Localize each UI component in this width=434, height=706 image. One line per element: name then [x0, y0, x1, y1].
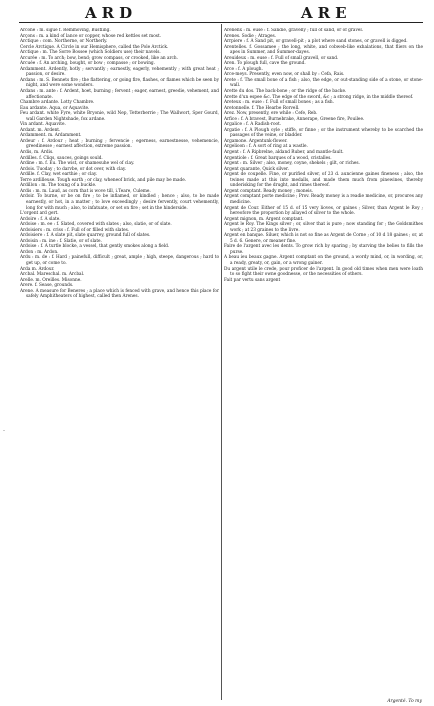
- dictionary-entry: Argent mignon, m. Argent comptant.: [224, 216, 304, 222]
- running-header: [10, 2, 424, 24]
- dictionary-entry: Areteux : m. euse : f. Full of small bones ; as a fish.: [224, 100, 334, 106]
- dictionary-entry: Arentelles. f. Gossamee ; the long, white, and cobweb-like exhalations, that fliers on the apes in Summer, and Summer-dayes.: [224, 44, 423, 56]
- dictionary-entry: Ardille. f. Clay, wet earthie ; or clay.: [20, 172, 98, 178]
- dictionary-entry: Ardans : m. ante : f. Ardent, hoet, burning ; fervent ; eager, earnest, greedie, vehement, and affectionate.: [20, 89, 219, 100]
- dictionary-entry: Ardine : m. f. Eu. The wist, or shamesuhe wel of clay.: [20, 161, 135, 167]
- dictionary-entry: Faire de l'argent avec les dents. To grow rich by sparing ; by starving the belies to fills the purse.: [224, 244, 423, 255]
- dictionary-entry: Ardoise : f. A turtle blocke, a vessel, that gently smokes along a field.: [20, 244, 170, 250]
- dictionary-entry: Terre ardilleuse. Tough earth ; or clay, wheneof brick, and pile may be made.: [20, 177, 187, 183]
- dictionary-entry: Ardamment. m. Ardamment.: [20, 133, 82, 139]
- dictionary-entry: Arfice : f. A bravest, Burnebrake, Annerape, Greene fire, Pouilee.: [224, 116, 365, 122]
- dictionary-entry: Arcurée : m. To arch; bow, bend; grow compass, or crooked, like an arch.: [20, 55, 179, 61]
- dictionary-entry: Ardoisiere : f. A slate pit, slate quarrey, ground full of slates.: [20, 233, 151, 239]
- dictionary-entry: Aretonnelle. f. The Hearbe Rorvell.: [224, 105, 300, 111]
- dictionary-entry: Ardis, m. Ardis.: [20, 150, 54, 156]
- header-rule: [19, 22, 423, 23]
- left-column: [20, 28, 219, 700]
- dictionary-entry: Ardilles. f. Cliqs, sauces, goings sould.: [20, 155, 103, 161]
- dictionary-entry: Arctique : com. Northerne, or Northerly.: [20, 39, 108, 45]
- column-divider: [221, 24, 222, 700]
- dictionary-entry: Feu ardant. white Fyre, white Bryonie, wild Nep, Tetterberrie ; The Wallwort, Sper Gourd, wall Garden Nightshade, fox ardane.: [20, 111, 219, 122]
- dictionary-entry: Arçons : m. a kind of lance or copper, whose red kettles set most.: [20, 33, 162, 39]
- dictionary-entry: Arete : f. The small bone of a fish ; also, the edge, or out-standing side of a stone, or stone-wall.: [224, 77, 423, 89]
- dictionary-entry: Arenes. Sodie ; Atrages.: [224, 33, 276, 39]
- header-guide-word-right: ARE: [301, 4, 352, 22]
- dictionary-entry: Ardis : m. m. Laud, as corn that is wove till, i.Teare, Culeme.: [20, 188, 151, 194]
- dictionary-entry: Argent de Cour. Either of 15 d. of 15 very lioves, or gaines ; Silver, than Argent le Roy ; hereofore the proportion by allayed of silver to the whole.: [224, 205, 423, 217]
- dictionary-entry: Areuideux : m. euse : f. Full of small gravell, or sand.: [224, 55, 339, 61]
- dictionary-entry: Argelioon : f. A sort of ring at a wastle.: [224, 144, 308, 150]
- dictionary-entry: Argent quarante, Quick silver.: [224, 166, 289, 172]
- dictionary-entry: L'orgent ard gert.: [20, 211, 59, 217]
- dictionary-entry: Arcbal. Mareschal. m. Arcbal.: [20, 272, 85, 278]
- dictionary-entry: Ardoisiers : m. criss : f. Full of or filled with slates.: [20, 227, 130, 233]
- dictionary-entry: Arenenx : m. euse : f. Sandie, gravelly ; full of sand, or of gravel.: [224, 28, 364, 33]
- dictionary-entry: Ardamment. Ardently, hotly ; servantly ; earnestly, eagerly, vehemently ; with great heat ; passion, or desire.: [20, 66, 219, 78]
- dictionary-entry: Argalice : f. A Radish-root.: [224, 122, 282, 128]
- dictionary-entry: Argamone. Argentunk-flower.: [224, 138, 288, 144]
- dictionary-entry: Arcuée : f. An arching, bought, or bow ; compasse ; or bowing.: [20, 61, 156, 67]
- dictionary-entry: Fait par vertu sans argent: [224, 277, 281, 283]
- dictionary-entry: Arce : f. A plough.: [224, 66, 263, 72]
- dictionary-entry: Arere. f. Sease, grounds.: [20, 283, 74, 289]
- dictionary-entry: Ardans : m. S. Bennets fire ; the flattering, or going fire, flashes, or flames which be seen by night, and were some wonders.: [20, 77, 219, 89]
- dictionary-entry: Vin ardant. Aquavite.: [20, 122, 66, 128]
- dictionary-entry: Argent en banque. Siluer, which is not so fine as Argent de Corne ; of 10 d 18 gaines ; or, at 5 d. 6. Genere, or meaner fine.: [224, 233, 423, 244]
- dictionary-entry: Ardois. Tuoday ; to darvbe, or dot over, with clay.: [20, 166, 127, 172]
- dictionary-entry: Arene. A measure for Beneres ; a place which is fenced with grave, and hence this place for safely Amphitheaters of highest, called then Arenes.: [20, 288, 219, 300]
- dictionary-entry: Ardillon : m. The toung of a buckle.: [20, 183, 97, 189]
- dictionary-entry: Aren. To plough full, cave the ground.: [224, 61, 306, 67]
- dictionary-entry: Arette du dos. The back-bone ; or the ridge of the backe.: [224, 89, 347, 95]
- dictionary-entry: Argent de coupelle. Fine, or purified silver, of 23 d. auncienne gaines fineness ; also, the twines made at this into medalls, and made them much from pinewines, thereby underisking for the drught, and rimes thereof.: [224, 172, 423, 189]
- margin-mark: [3, 430, 5, 432]
- dictionary-entry: Argent : f. A Ripbrelne, aldand Ruber, and mantle-fault.: [224, 150, 344, 156]
- dictionary-entry: Argent : m. Silver ; also, money, coyne, shekels ; gilt, or riches.: [224, 161, 360, 167]
- dictionary-entry: Argent comptant. Ready money ; moneis.: [224, 188, 314, 194]
- right-column: [224, 28, 423, 700]
- dictionary-entry: Arctique : m. The Sorre Bossee (which Soldiers use) their navels.: [20, 50, 161, 56]
- dictionary-entry: Ardoisin : m. ine : f. Slatie, or of slate.: [20, 238, 102, 244]
- dictionary-entry: Arce-meys. Presently, even now, or shall by : Cefa, Rais.: [224, 72, 345, 78]
- dictionary-entry: Argentiole : f. Great barques of a wood, cristalles.: [224, 155, 332, 161]
- dictionary-entry: Arette d'un espee &c. The edge of the sword, &c ; a strong ridge, in the middle thereof.: [224, 94, 414, 100]
- dictionary-entry: Ardu : m. de : f. Hard ; painefull, difficult ; great, ample ; high, steepe, dangerous ; hard to get up, or come to.: [20, 255, 219, 266]
- dictionary-entry: Ardoir. To burne, or be on fire ; to be inflamed, or kindled ; hence ; also, to be made earnestly, or hot, in a matter ; to love exceedingly ; desire fervently, court vehemently, long for with much ; also, to infatuate, or set on fire ; set in the hinderside.: [20, 194, 219, 211]
- dictionary-entry: Argent le Roy. The Kings silver ; or, silver that is pure ; now standing for ; the Goldsmithes work ; at 23 graines to the livre.: [224, 222, 423, 233]
- dictionary-entry: Ardant. m. Ardent.: [20, 127, 61, 133]
- catchword: Argenté. To my: [387, 699, 422, 704]
- dictionary-entry: Du argent utile le crede, pour proficer de l'argent. In good old times when men were loath to so fight their owne goodnesse, or the necessities of others.: [224, 266, 423, 278]
- dictionary-entry: Arez. Now, presently, ere while : Cefe, Reb.: [224, 111, 318, 117]
- dictionary-entry: Arcone : m. sigue f. Remmoving, Bustling.: [20, 28, 111, 33]
- dictionary-entry: A beau ieu beaux gagne. Argent comptant on the ground, a wordy mind, or, in wording, or, a ready, greaty, or, gain, or a wrong gainer.: [224, 255, 423, 266]
- dictionary-entry: Arda m. Ardour.: [20, 266, 55, 272]
- header-guide-word-left: ARD: [85, 4, 138, 22]
- dictionary-entry: Ardeur : f. Ardour ; heat ; burning ; fervencie ; egerness, earnestnesse, vehemencie, greedinesse ; earnest affection, extreme passion.: [20, 138, 219, 150]
- dictionary-entry: Arelle. m. Oreilles. Misonne.: [20, 277, 82, 283]
- dictionary-entry: Eau ardante. Aqua, or Aquavite.: [20, 105, 90, 111]
- dictionary-entry: Ardoise : m. ee : f. Slated, covered with slates ; also, slatie, or of slate.: [20, 222, 172, 228]
- dictionary-entry: Argent comptant porte medicine ; Prov. Ready money is a readie medicine, or, procures any medicine.: [224, 194, 423, 205]
- dictionary-entry: Ardon : m. Ardon.: [20, 249, 59, 255]
- dictionary-entry: Arrpiere : f. A Sand pit, or gravell-pit ; a plot where sand stones, or gravell is digged.: [224, 39, 408, 45]
- dictionary-entry: Argatie : f. A Plough oyle ; stiffe, or finne ; or the instrument whereby to be scarched the passages of the veine, or bladder.: [224, 127, 423, 139]
- dictionary-entry: Cercle Arctique. A Circle in our Hemisphere, called the Pole Arctick.: [20, 44, 169, 50]
- dictionary-entry: Ardoire : f. A slate.: [20, 216, 61, 222]
- dictionary-entry: Chambre ardante. Lotty Chambre.: [20, 100, 95, 106]
